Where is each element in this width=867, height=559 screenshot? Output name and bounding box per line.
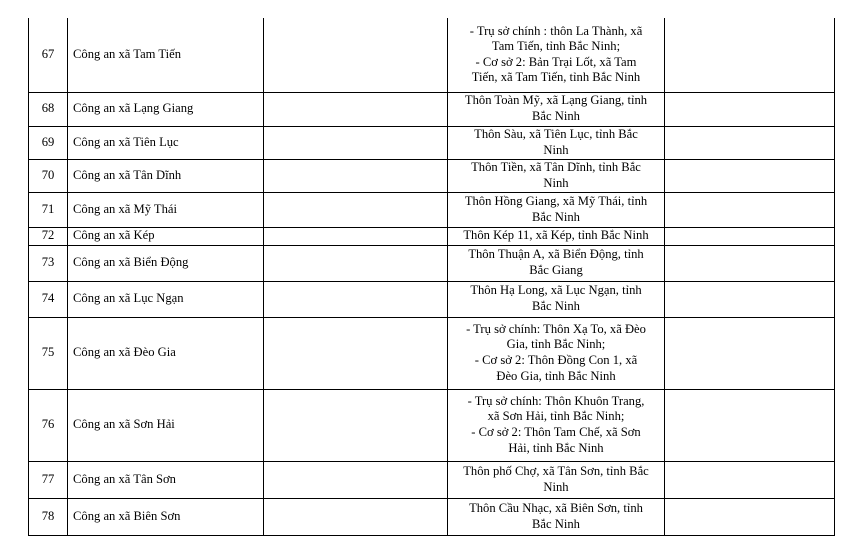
- row-number-cell: 73: [29, 245, 68, 281]
- address-line: Bắc Ninh: [532, 109, 580, 123]
- note-cell: [665, 92, 835, 126]
- blank-cell: [264, 498, 448, 535]
- row-number-cell: 71: [29, 192, 68, 227]
- table-row: [29, 281, 835, 317]
- station-name-cell: Công an xã Biển Động: [68, 245, 264, 281]
- address-line: Gia, tỉnh Bắc Ninh;: [506, 337, 606, 352]
- address-line: Thôn Toàn Mỹ, xã Lạng Giang, tỉnh: [464, 93, 648, 108]
- blank-cell: [264, 281, 448, 317]
- row-number-cell: 70: [29, 159, 68, 192]
- police-station-table: [28, 18, 835, 536]
- blank-cell: [264, 92, 448, 126]
- table-row: [29, 498, 835, 535]
- address-line: - Cơ sở 2: Thôn Tam Chế, xã Sơn: [471, 425, 641, 439]
- station-name-cell: Công an xã Tân Sơn: [68, 461, 264, 498]
- address-line: xã Sơn Hải, tỉnh Bắc Ninh;: [487, 409, 625, 424]
- blank-cell: [264, 126, 448, 159]
- station-name-cell: Công an xã Sơn Hải: [68, 389, 264, 461]
- table-row: [29, 92, 835, 126]
- address-cell: [448, 126, 665, 159]
- address-line: Bắc Ninh: [532, 299, 580, 313]
- address-line: Tiến, xã Tam Tiến, tỉnh Bắc Ninh: [471, 70, 641, 85]
- address-cell: [448, 461, 665, 498]
- station-name-cell: Công an xã Lục Ngạn: [68, 281, 264, 317]
- row-number-cell: 77: [29, 461, 68, 498]
- address-line: Ninh: [543, 142, 569, 157]
- address-cell: [448, 192, 665, 227]
- station-name-cell: Công an xã Mỹ Thái: [68, 192, 264, 227]
- address-cell: [448, 159, 665, 192]
- address-line: - Trụ sở chính : thôn La Thành, xã: [469, 23, 643, 38]
- note-cell: [665, 317, 835, 389]
- note-cell: [665, 461, 835, 498]
- address-cell: [448, 281, 665, 317]
- row-number-cell: 78: [29, 498, 68, 535]
- blank-cell: [264, 389, 448, 461]
- blank-cell: [264, 317, 448, 389]
- table-body: [29, 18, 835, 535]
- blank-cell: [264, 159, 448, 192]
- table-row: [29, 126, 835, 159]
- row-number-cell: 72: [29, 227, 68, 245]
- address-line: - Trụ sở chính: Thôn Xạ To, xã Đèo: [466, 321, 646, 336]
- note-cell: [665, 126, 835, 159]
- address-cell: [448, 317, 665, 389]
- address-line: Bắc Ninh: [532, 209, 580, 224]
- address-line: - Cơ sở 2: Bản Trại Lốt, xã Tam: [475, 54, 637, 69]
- table-row: [29, 18, 835, 92]
- address-cell: [448, 389, 665, 461]
- row-number-cell: 68: [29, 92, 68, 126]
- row-number-cell: 75: [29, 317, 68, 389]
- note-cell: [665, 389, 835, 461]
- blank-cell: [264, 18, 448, 92]
- address-line: - Cơ sở 2: Thôn Đồng Con 1, xã: [474, 353, 638, 367]
- note-cell: [665, 18, 835, 92]
- address-line: Thôn Hồng Giang, xã Mỹ Thái, tỉnh: [464, 193, 648, 208]
- row-number-cell: 67: [29, 18, 68, 92]
- address-line: Thôn phố Chợ, xã Tân Sơn, tỉnh Bắc: [463, 463, 649, 478]
- note-cell: [665, 192, 835, 227]
- table-row: [29, 389, 835, 461]
- address-line: Tam Tiến, tỉnh Bắc Ninh;: [491, 39, 621, 54]
- table-row: [29, 245, 835, 281]
- row-number-cell: 74: [29, 281, 68, 317]
- address-cell: [448, 92, 665, 126]
- address-line: Đèo Gia, tỉnh Bắc Ninh: [496, 368, 616, 383]
- table-row: [29, 192, 835, 227]
- address-line: Ninh: [543, 175, 569, 190]
- blank-cell: [264, 245, 448, 281]
- station-name-cell: Công an xã Kép: [68, 227, 264, 245]
- address-line: Thôn Sàu, xã Tiên Lục, tỉnh Bắc: [474, 126, 638, 141]
- table-row: [29, 159, 835, 192]
- address-line: Thôn Thuận A, xã Biển Động, tỉnh: [468, 247, 644, 262]
- address-cell: [448, 227, 665, 245]
- note-cell: [665, 281, 835, 317]
- station-name-cell: Công an xã Tam Tiến: [68, 18, 264, 92]
- station-name-cell: Công an xã Đèo Gia: [68, 317, 264, 389]
- note-cell: [665, 498, 835, 535]
- note-cell: [665, 245, 835, 281]
- station-name-cell: Công an xã Biên Sơn: [68, 498, 264, 535]
- address-cell: [448, 498, 665, 535]
- address-line: Bắc Ninh: [532, 516, 580, 531]
- blank-cell: [264, 192, 448, 227]
- address-line: Bắc Giang: [529, 263, 583, 277]
- station-name-cell: Công an xã Tân Dĩnh: [68, 159, 264, 192]
- address-line: Thôn Cầu Nhạc, xã Biên Sơn, tỉnh: [469, 500, 643, 515]
- blank-cell: [264, 227, 448, 245]
- station-name-cell: Công an xã Tiên Lục: [68, 126, 264, 159]
- table-row: [29, 317, 835, 389]
- note-cell: [665, 227, 835, 245]
- station-name-cell: Công an xã Lạng Giang: [68, 92, 264, 126]
- address-line: - Trụ sở chính: Thôn Khuôn Trang,: [467, 393, 645, 408]
- table-row: [29, 461, 835, 498]
- address-line: Thôn Kép 11, xã Kép, tỉnh Bắc Ninh: [463, 228, 649, 243]
- address-line: Hải, tỉnh Bắc Ninh: [508, 440, 604, 455]
- note-cell: [665, 159, 835, 192]
- address-cell: [448, 245, 665, 281]
- address-line: Thôn Tiền, xã Tân Dĩnh, tỉnh Bắc: [471, 159, 641, 174]
- address-line: Thôn Hạ Long, xã Lục Ngạn, tỉnh: [470, 283, 642, 298]
- blank-cell: [264, 461, 448, 498]
- row-number-cell: 76: [29, 389, 68, 461]
- address-cell: [448, 18, 665, 92]
- address-line: Ninh: [543, 479, 569, 494]
- table-row: [29, 227, 835, 245]
- row-number-cell: 69: [29, 126, 68, 159]
